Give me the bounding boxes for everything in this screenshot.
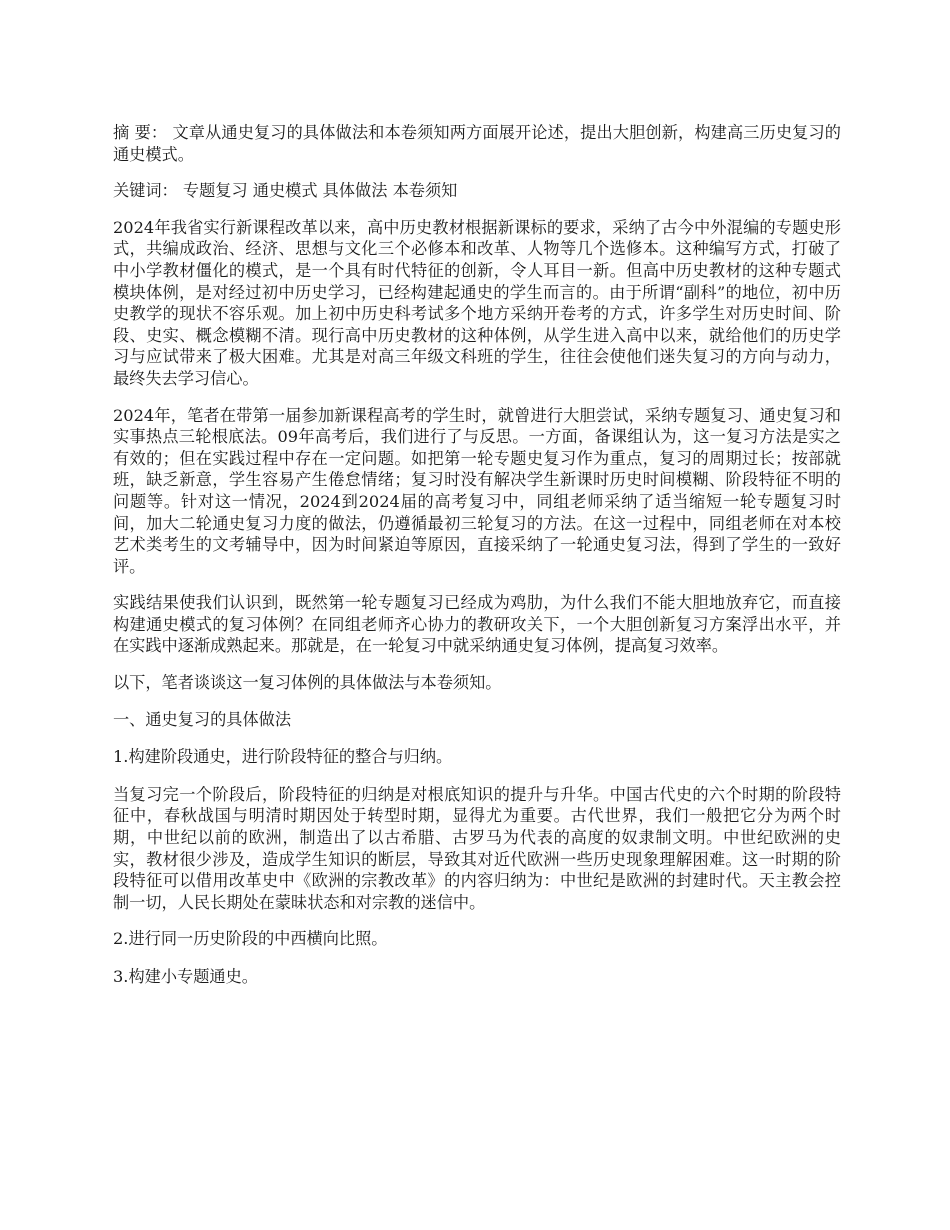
item-2-heading: 2.进行同一历史阶段的中西横向比照。 (113, 929, 388, 949)
conclusion-paragraph: 实践结果使我们认识到，既然第一轮专题复习已经成为鸡肋，为什么我们不能大胆地放弃它，而直接构建通史模式的复习体例？在同组老师齐心协力的教研攻关下，一个大胆创新复习方案浮出水平，并在实践中逐渐成熟起来。那就是，在一轮复习中就采纳通史复习体例，提高复习效率。 (113, 593, 841, 656)
practice-paragraph: 2024年，笔者在带第一届参加新课程高考的学生时，就曾进行大胆尝试，采纳专题复习、通史复习和实事热点三轮根底法。09年高考后，我们进行了与反思。一方面，备课组认为，这一复习方法是实之有效的；但在实践过程中存在一定问题。如把第一轮专题史复习作为重点，复习的周期过长；按部就班，缺乏新意，学生容易产生倦怠情绪；复习时没有解决学生新课时历史时间模糊、阶段特征不明的问题等。针对这一情况，2024到2024届的高考复习中，同组老师采纳了适当缩短一轮专题复习时间，加大二轮通史复习力度的做法，仍遵循最初三轮复习的方法。在这一过程中，同组老师在对本校艺术类考生的文考辅导中，因为时间紧迫等原因，直接采纳了一轮通史复习法，得到了学生的一致好评。 (113, 405, 841, 576)
item-3-heading: 3.构建小专题通史。 (113, 967, 258, 986)
transition-paragraph: 以下，笔者谈谈这一复习体例的具体做法与本卷须知。 (113, 673, 502, 693)
item-1-heading: 1.构建阶段通史，进行阶段特征的整合与归纳。 (113, 747, 453, 767)
document-page (113, 122, 841, 1004)
intro-paragraph: 2024年我省实行新课程改革以来，高中历史教材根据新课标的要求，采纳了古今中外混编的专题史形式，共编成政治、经济、思想与文化三个必修本和改革、人物等几个选修本。这种编写方式，打破了中小学教材僵化的模式，是一个具有时代特征的创新，令人耳目一新。但高中历史教材的这种专题式模块体例，是对经过初中历史学习，已经构建起通史的学生而言的。由于所谓“副科”的地位，初中历史教学的现状不容乐观。加上初中历史科考试多个地方采纳开卷考的方式，许多学生对历史时间、阶段、史实、概念模糊不清。现行高中历史教材的这种体例，从学生进入高中以来，就给他们的历史学习与应试带来了极大困难。尤其是对高三年级文科班的学生，往往会使他们迷失复习的方向与动力，最终失去学习信心。 (113, 217, 841, 388)
section-heading: 一、通史复习的具体做法 (113, 709, 292, 729)
abstract-paragraph: 摘 要： 文章从通史复习的具体做法和本卷须知两方面展开论述，提出大胆创新，构建高三历史复习的通史模式。 (113, 123, 841, 164)
keywords-paragraph: 关键词： 专题复习 通史模式 具体做法 本卷须知 (113, 181, 458, 201)
item-1-body: 当复习完一个阶段后，阶段特征的归纳是对根底知识的提升与升华。中国古代史的六个时期的阶段特征中，春秋战国与明清时期因处于转型时期，显得尤为重要。古代世界，我们一般把它分为两个时期，中世纪以前的欧洲，制造出了以古希腊、古罗马为代表的高度的奴隶制文明。中世纪欧洲的史实，教材很少涉及，造成学生知识的断层，导致其对近代欧洲一些历史现象理解困难。这一时期的阶段特征可以借用改革史中《欧洲的宗教改革》的内容归纳为：中世纪是欧洲的封建时代。天主教会控制一切，人民长期处在蒙昧状态和对宗教的迷信中。 (113, 784, 841, 912)
